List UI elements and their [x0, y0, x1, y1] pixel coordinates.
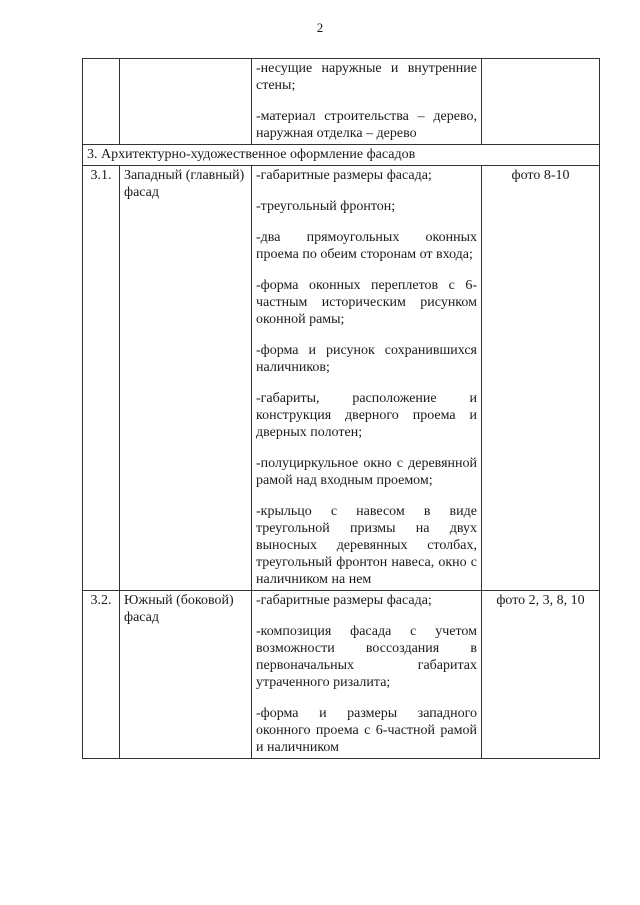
protection-subject-table — [82, 58, 600, 759]
requirement-item: -материал строительства – дерево, наружная отделка – дерево — [256, 109, 477, 141]
requirement-item: -два прямоугольных оконных проема по обеим сторонам от входа; — [256, 230, 477, 262]
requirement-item: -полуциркульное окно с деревянной рамой над входным проемом; — [256, 456, 477, 488]
requirement-item: -композиция фасада с учетом возможности воссоздания в первоначальных габаритах утраченного ризалита; — [256, 624, 477, 690]
photo-ref-cell: фото 2, 3, 8, 10 — [482, 591, 600, 759]
section-header: 3. Архитектурно-художественное оформление фасадов — [83, 145, 600, 166]
table-row — [83, 591, 600, 759]
row-number-cell: 3.2. — [83, 591, 120, 759]
page-number: 2 — [316, 20, 324, 35]
section-header-row — [83, 145, 600, 166]
table-row — [83, 166, 600, 591]
requirement-item: -габаритные размеры фасада; — [256, 593, 432, 608]
requirement-item: -габариты, расположение и конструкция дверного проема и дверных полотен; — [256, 391, 477, 440]
photo-ref-cell — [482, 59, 600, 145]
requirement-item: -несущие наружные и внутренние стены; — [256, 61, 477, 93]
requirement-item: -форма и рисунок сохранившихся наличников; — [256, 343, 477, 375]
photo-ref-cell: фото 8-10 — [482, 166, 600, 591]
element-name-cell: Южный (боковой) фасад — [120, 591, 252, 759]
table-row-continuation — [83, 59, 600, 145]
requirements-cell — [252, 59, 482, 145]
requirement-item: -габаритные размеры фасада; — [256, 168, 432, 183]
element-name-cell — [120, 59, 252, 145]
requirement-item: -форма и размеры западного оконного проема с 6-частной рамой и наличником — [256, 706, 477, 755]
requirement-item: -крыльцо с навесом в виде треугольной призмы на двух выносных деревянных столбах, треугольный фронтон навеса, окно с наличником на нем — [256, 504, 477, 587]
requirements-cell — [252, 166, 482, 591]
row-number-cell — [83, 59, 120, 145]
row-number-cell: 3.1. — [83, 166, 120, 591]
requirement-item: -форма оконных переплетов с 6-частным историческим рисунком оконной рамы; — [256, 278, 477, 327]
element-name-cell: Западный (главный) фасад — [120, 166, 252, 591]
requirement-item: -треугольный фронтон; — [256, 199, 396, 214]
requirements-cell — [252, 591, 482, 759]
